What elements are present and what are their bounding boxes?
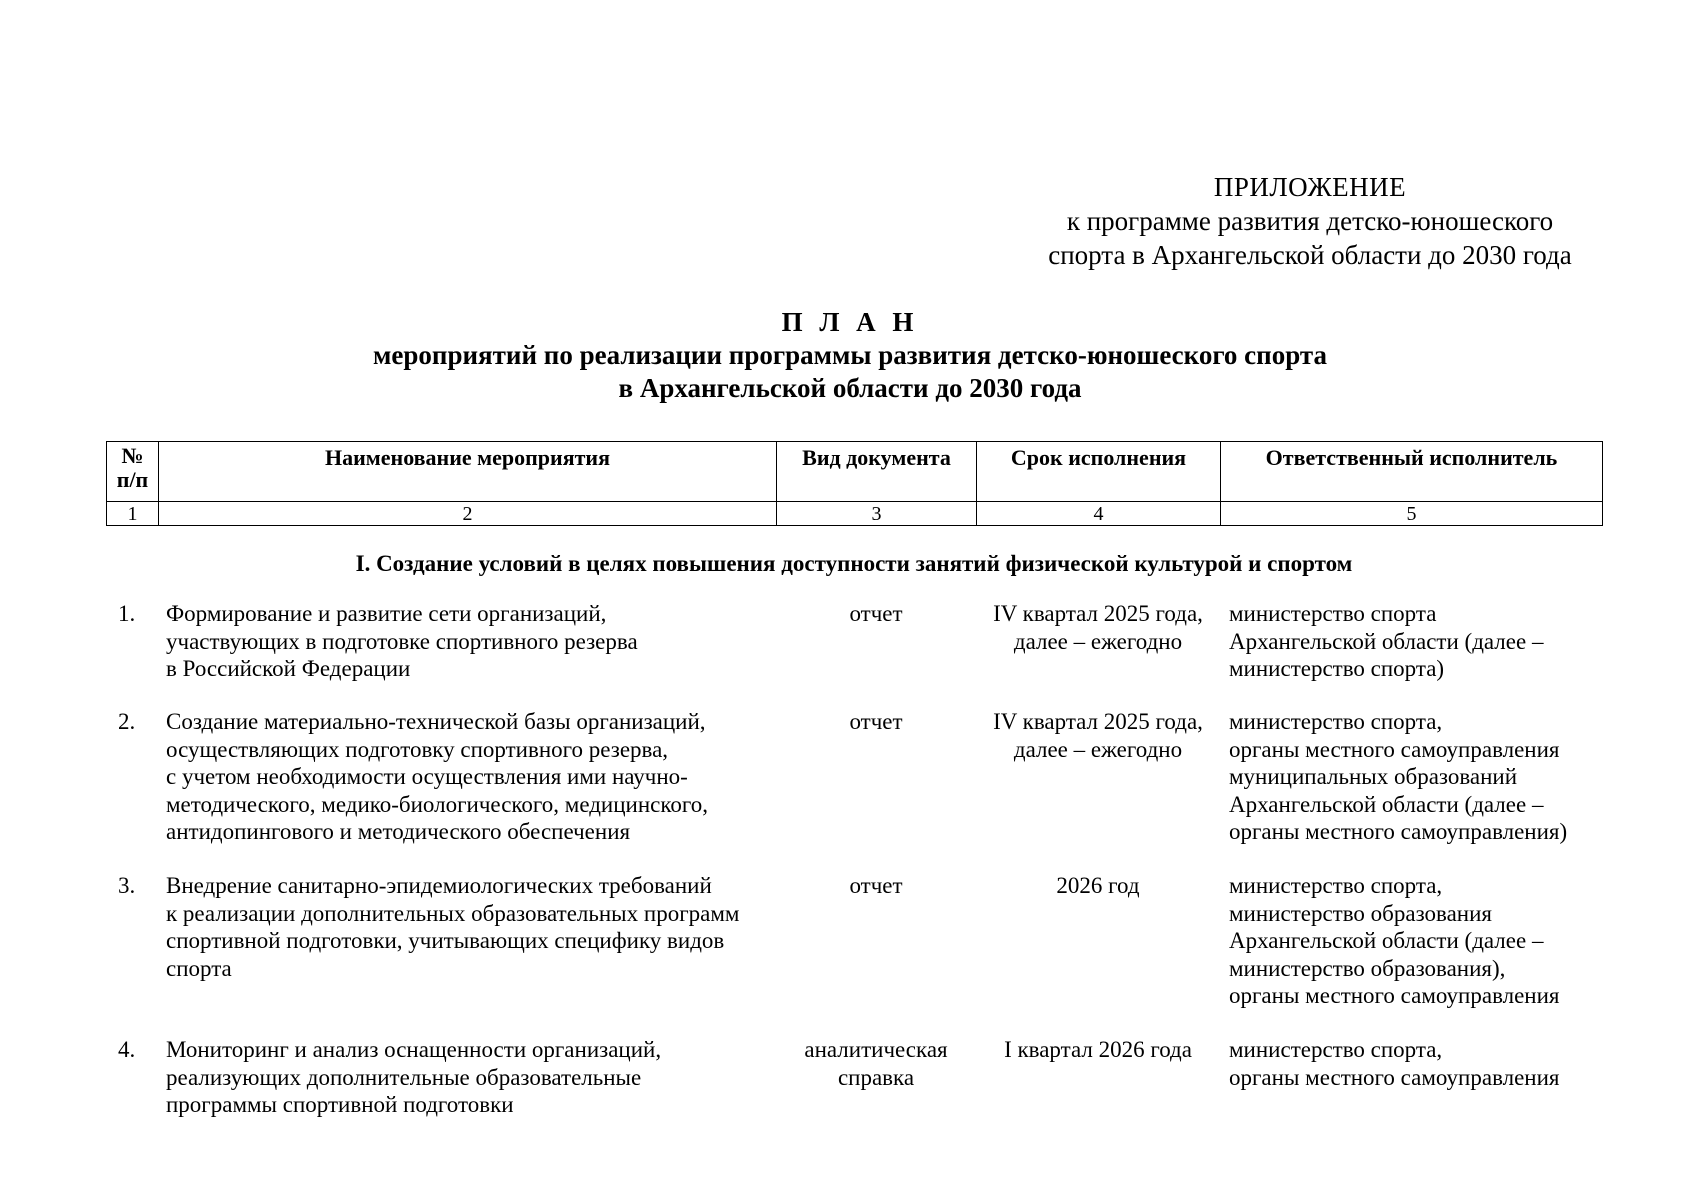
col-number-5: 5 bbox=[1221, 502, 1603, 526]
item-responsible: министерство спорта, министерство образования Архангельской области (далее – министерство образования), органы местного самоуправления bbox=[1229, 873, 1560, 1008]
item-name: Внедрение санитарно-эпидемиологических требований к реализации дополнительных образовательных программ спортивной подготовки, учитывающих специфику видов спорта bbox=[166, 873, 740, 981]
plan-subtitle-1: мероприятий по реализации программы развития детско-юношеского спорта bbox=[373, 340, 1327, 370]
plan-title-block bbox=[200, 306, 1500, 405]
item-responsible: министерство спорта, органы местного самоуправления муниципальных образований Архангельской области (далее – органы местного самоуправления) bbox=[1229, 709, 1568, 844]
item-responsible: министерство спорта Архангельской области (далее – министерство спорта) bbox=[1229, 601, 1544, 681]
col-header-name: Наименование мероприятия bbox=[159, 442, 777, 502]
col-number-4: 4 bbox=[977, 502, 1221, 526]
item-deadline: IV квартал 2025 года, далее – ежегодно bbox=[993, 709, 1203, 762]
item-number: 1. bbox=[118, 601, 136, 626]
plan-subtitle-2: в Архангельской области до 2030 года bbox=[618, 373, 1082, 403]
col-header-deadline: Срок исполнения bbox=[977, 442, 1221, 502]
col-header-number: № п/п bbox=[107, 442, 159, 502]
item-doc-type: отчет bbox=[849, 601, 903, 626]
item-deadline: IV квартал 2025 года, далее – ежегодно bbox=[993, 601, 1203, 654]
plan-heading: П Л А Н bbox=[781, 307, 919, 337]
item-number: 3. bbox=[118, 873, 136, 898]
table-header-row bbox=[107, 442, 1603, 502]
item-deadline: I квартал 2026 года bbox=[1004, 1037, 1192, 1062]
col-header-doc-type: Вид документа bbox=[777, 442, 977, 502]
item-number: 2. bbox=[118, 709, 136, 734]
item-responsible: министерство спорта, органы местного самоуправления bbox=[1229, 1037, 1560, 1090]
col-number-3: 3 bbox=[777, 502, 977, 526]
col-header-responsible: Ответственный исполнитель bbox=[1221, 442, 1603, 502]
item-name: Формирование и развитие сети организаций, участвующих в подготовке спортивного резерва в Российской Федерации bbox=[166, 601, 638, 681]
table-number-row bbox=[107, 502, 1603, 526]
item-doc-type: отчет bbox=[849, 873, 903, 898]
plan-header-table bbox=[106, 441, 1603, 526]
appendix-line-2: спорта в Архангельской области до 2030 года bbox=[1048, 240, 1572, 270]
item-doc-type: отчет bbox=[849, 709, 903, 734]
item-doc-type: аналитическая справка bbox=[804, 1037, 948, 1090]
appendix-title: ПРИЛОЖЕНИЕ bbox=[1213, 172, 1407, 202]
col-number-1: 1 bbox=[107, 502, 159, 526]
item-deadline: 2026 год bbox=[1056, 873, 1140, 898]
section-title: I. Создание условий в целях повышения доступности занятий физической культурой и спортом bbox=[355, 551, 1353, 576]
item-number: 4. bbox=[118, 1037, 136, 1062]
col-number-2: 2 bbox=[159, 502, 777, 526]
item-name: Мониторинг и анализ оснащенности организаций, реализующих дополнительные образовательные программы спортивной подготовки bbox=[166, 1037, 662, 1117]
appendix-line-1: к программе развития детско-юношеского bbox=[1066, 206, 1554, 236]
item-name: Создание материально-технической базы организаций, осуществляющих подготовку спортивного резерва, с учетом необходимости осуществления ими научно- методического, медико-биологического, медицинского, антидопингового и методического обеспечения bbox=[166, 709, 708, 844]
appendix-block bbox=[1000, 170, 1620, 272]
